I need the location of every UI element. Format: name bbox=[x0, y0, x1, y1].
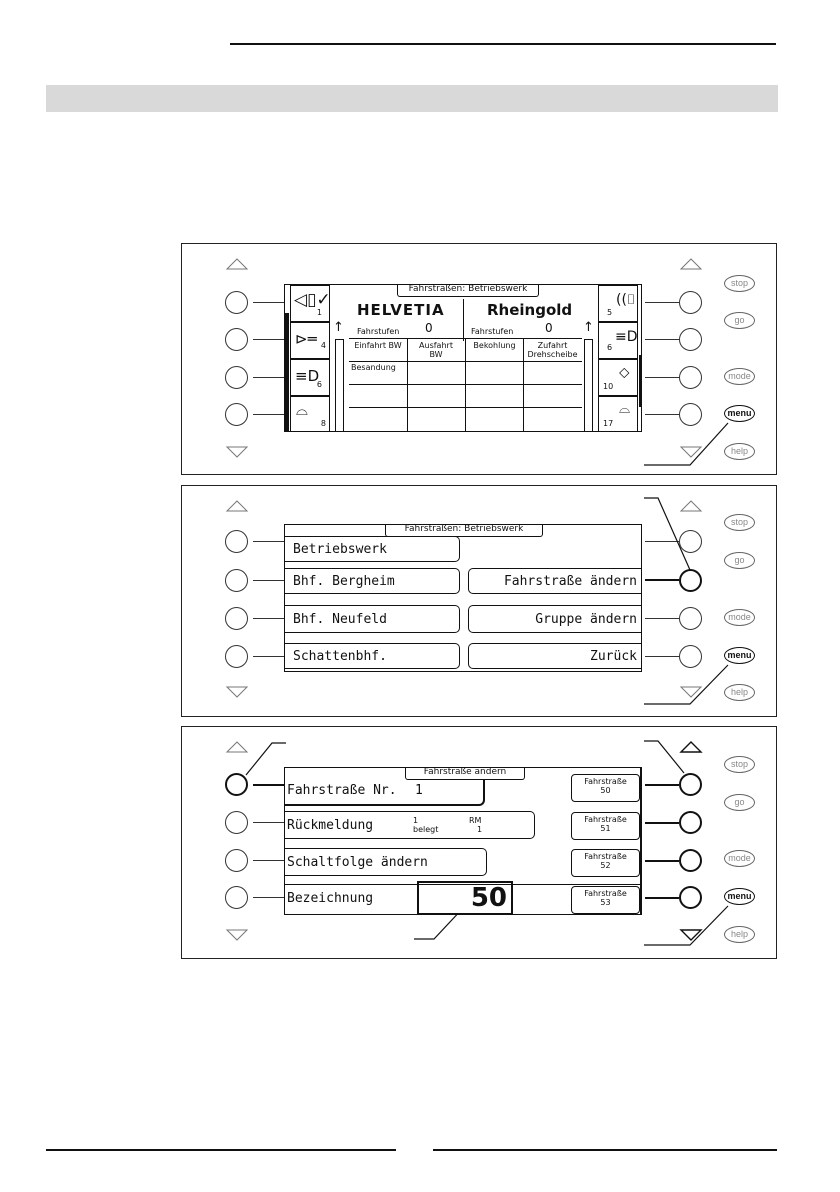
softkey-right-4-tick bbox=[645, 414, 679, 415]
softkey-right-3[interactable] bbox=[679, 849, 702, 872]
speed-bar-left bbox=[335, 339, 344, 432]
route-table bbox=[349, 338, 582, 432]
device-panel-driving bbox=[181, 243, 777, 475]
softkey-left-2-tick bbox=[253, 339, 285, 340]
table-header[interactable]: Einfahrt BW bbox=[354, 341, 402, 350]
function-key-right-1[interactable] bbox=[598, 285, 638, 322]
softkey-left-4[interactable] bbox=[225, 886, 248, 909]
speed-value-right: 0 bbox=[545, 321, 553, 335]
screen-title: Fahrstraßen: Betriebswerk bbox=[397, 284, 539, 297]
route-button-number: 53 bbox=[600, 898, 611, 907]
speed-label-right: Fahrstufen bbox=[471, 327, 514, 336]
softkey-right-2-tick bbox=[645, 822, 679, 824]
route-button-53[interactable] bbox=[571, 886, 640, 914]
route-number-value: 1 bbox=[415, 783, 423, 798]
callout-line bbox=[644, 419, 734, 469]
menu-button[interactable]: menu bbox=[724, 405, 755, 422]
route-button-number: 50 bbox=[600, 786, 611, 795]
softkey-left-1[interactable] bbox=[225, 530, 248, 553]
menu-item-bhf-neufeld[interactable]: Bhf. Neufeld bbox=[285, 605, 460, 633]
softkey-right-1-tick bbox=[645, 784, 679, 786]
speed-label-left: Fahrstufen bbox=[357, 327, 400, 336]
function-key-left-2[interactable] bbox=[290, 322, 330, 359]
table-header[interactable]: Bekohlung bbox=[473, 341, 516, 350]
route-button-label: Fahrstraße bbox=[584, 777, 627, 786]
softkey-left-1[interactable] bbox=[225, 291, 248, 314]
cab-light-icon: ⌓ bbox=[296, 401, 308, 419]
softkey-left-3[interactable] bbox=[225, 607, 248, 630]
speed-value-left: 0 bbox=[425, 321, 433, 335]
mode-button[interactable]: mode bbox=[724, 850, 755, 867]
horn-speaker-check-icon: ◁▯✓ bbox=[294, 290, 331, 310]
softkey-left-4-tick bbox=[253, 897, 285, 898]
route-button-51[interactable] bbox=[571, 812, 640, 840]
menu-item-fahrstrasse-aendern[interactable]: Fahrstraße ändern bbox=[468, 568, 642, 594]
route-button-number: 51 bbox=[600, 824, 611, 833]
route-number-field[interactable] bbox=[285, 780, 485, 806]
coupler-icon: ⬦ bbox=[619, 363, 630, 381]
function-number: 5 bbox=[607, 308, 613, 317]
softkey-right-2-tick bbox=[645, 579, 679, 581]
mode-button[interactable]: mode bbox=[724, 609, 755, 626]
softkey-right-3[interactable] bbox=[679, 607, 702, 630]
softkey-right-3-tick bbox=[645, 860, 679, 862]
help-button[interactable]: help bbox=[724, 443, 755, 460]
softkey-left-3-tick bbox=[253, 860, 285, 861]
lcd-screen bbox=[284, 284, 642, 432]
table-cell[interactable]: Besandung bbox=[351, 363, 396, 372]
name-value: 50 bbox=[470, 883, 507, 913]
softkey-left-2[interactable] bbox=[225, 569, 248, 592]
stop-button[interactable]: stop bbox=[724, 275, 755, 292]
softkey-left-1-tick bbox=[253, 784, 285, 786]
go-button[interactable]: go bbox=[724, 312, 755, 329]
feedback-label: Rückmeldung bbox=[287, 818, 374, 833]
stop-button[interactable]: stop bbox=[724, 756, 755, 773]
direction-arrow-right: ↑ bbox=[583, 320, 594, 335]
arrow-down-icon[interactable] bbox=[226, 446, 248, 458]
softkey-right-4-tick bbox=[645, 897, 679, 899]
softkey-left-1-tick bbox=[253, 541, 285, 542]
route-button-50[interactable] bbox=[571, 774, 640, 802]
function-key-right-4[interactable] bbox=[598, 396, 638, 432]
device-panel-edit bbox=[181, 726, 777, 959]
direction-arrow-left: ↑ bbox=[333, 320, 344, 335]
softkey-left-4-tick bbox=[253, 656, 285, 657]
function-key-right-2[interactable] bbox=[598, 322, 638, 359]
speaker-door-icon: ((⌷ bbox=[616, 292, 636, 308]
table-header[interactable]: Zufahrt Drehscheibe bbox=[527, 341, 578, 359]
menu-item-schattenbhf[interactable]: Schattenbhf. bbox=[285, 643, 460, 669]
callout-line bbox=[644, 737, 694, 777]
softkey-left-4[interactable] bbox=[225, 645, 248, 668]
route-button-label: Fahrstraße bbox=[584, 815, 627, 824]
lcd-screen bbox=[284, 524, 642, 672]
headlight-icon: ≡D bbox=[615, 329, 638, 345]
menu-button[interactable]: menu bbox=[724, 647, 755, 664]
softkey-left-4[interactable] bbox=[225, 403, 248, 426]
name-label: Bezeichnung bbox=[287, 891, 374, 906]
route-number-label: Fahrstraße Nr. bbox=[287, 783, 397, 798]
arrow-down-icon[interactable] bbox=[226, 686, 248, 698]
help-button[interactable]: help bbox=[724, 926, 755, 943]
softkey-right-3-tick bbox=[645, 618, 679, 619]
route-button-label: Fahrstraße bbox=[584, 889, 627, 898]
feedback-rm-value: 1 bbox=[477, 825, 483, 834]
footer-rule-left bbox=[46, 1149, 396, 1151]
arrow-up-icon[interactable] bbox=[226, 258, 248, 270]
feedback-field[interactable] bbox=[285, 811, 535, 839]
stop-button[interactable]: stop bbox=[724, 514, 755, 531]
footer-rule-right bbox=[433, 1149, 777, 1151]
table-header[interactable]: Ausfahrt BW bbox=[419, 341, 453, 359]
speed-bar-right bbox=[584, 339, 593, 432]
switch-order-field[interactable]: Schaltfolge ändern bbox=[285, 848, 487, 876]
function-key-left-4[interactable] bbox=[290, 396, 330, 432]
menu-item-gruppe-aendern[interactable]: Gruppe ändern bbox=[468, 605, 642, 633]
right-bar bbox=[639, 355, 642, 407]
arrow-down-icon[interactable] bbox=[226, 929, 248, 941]
function-key-left-3[interactable] bbox=[290, 359, 330, 396]
cab-light-icon: ⌓ bbox=[619, 401, 631, 417]
arrow-up-icon[interactable] bbox=[680, 258, 702, 270]
function-number: 10 bbox=[603, 382, 614, 391]
screen-title: Fahrstraßen: Betriebswerk bbox=[385, 524, 543, 537]
softkey-right-3-tick bbox=[645, 377, 679, 378]
go-button[interactable]: go bbox=[724, 794, 755, 811]
loco-name-left: HELVETIA bbox=[357, 301, 445, 319]
function-number: 6 bbox=[607, 343, 613, 352]
route-button-number: 52 bbox=[600, 861, 611, 870]
section-heading-bar bbox=[46, 85, 778, 112]
function-number: 6 bbox=[316, 380, 322, 389]
header-rule bbox=[230, 43, 776, 45]
softkey-left-2-tick bbox=[253, 822, 285, 823]
arrow-up-icon[interactable] bbox=[226, 500, 248, 512]
softkey-right-2-tick bbox=[645, 339, 679, 340]
callout-line bbox=[644, 494, 694, 574]
callout-line bbox=[644, 903, 734, 949]
softkey-left-3[interactable] bbox=[225, 849, 248, 872]
function-number: 4 bbox=[320, 341, 326, 350]
go-button[interactable]: go bbox=[724, 552, 755, 569]
loco-name-right: Rheingold bbox=[487, 301, 573, 319]
screen-title: Fahrstraße ändern bbox=[405, 767, 525, 780]
softkey-left-3-tick bbox=[253, 377, 285, 378]
softkey-left-2[interactable] bbox=[225, 328, 248, 351]
headlight-icon: ≡D bbox=[295, 367, 320, 385]
function-number: 17 bbox=[603, 419, 614, 428]
softkey-right-4-tick bbox=[645, 656, 679, 657]
softkey-left-3-tick bbox=[253, 618, 285, 619]
softkey-left-3[interactable] bbox=[225, 366, 248, 389]
softkey-right-2[interactable] bbox=[679, 811, 702, 834]
left-bar bbox=[285, 313, 289, 431]
route-button-52[interactable] bbox=[571, 849, 640, 877]
softkey-right-1[interactable] bbox=[679, 291, 702, 314]
softkey-left-2-tick bbox=[253, 580, 285, 581]
name-value-box[interactable] bbox=[417, 881, 513, 915]
function-key-left-1[interactable] bbox=[290, 285, 330, 322]
feedback-rm-label: RM bbox=[469, 816, 482, 825]
horn-icon: ⊳═ bbox=[295, 330, 317, 348]
function-number: 1 bbox=[316, 308, 322, 317]
scrollbar[interactable] bbox=[640, 768, 642, 915]
menu-item-zurueck[interactable]: Zurück bbox=[468, 643, 642, 669]
softkey-right-1-tick bbox=[645, 302, 679, 303]
mode-button[interactable]: mode bbox=[724, 368, 755, 385]
help-button[interactable]: help bbox=[724, 684, 755, 701]
route-button-label: Fahrstraße bbox=[584, 852, 627, 861]
feedback-number: 1 bbox=[413, 816, 419, 825]
softkey-left-2[interactable] bbox=[225, 811, 248, 834]
softkey-right-3[interactable] bbox=[679, 366, 702, 389]
function-number: 8 bbox=[320, 419, 326, 428]
lcd-screen bbox=[284, 767, 642, 915]
function-key-right-3[interactable] bbox=[598, 359, 638, 396]
feedback-state: belegt bbox=[413, 825, 439, 834]
softkey-left-4-tick bbox=[253, 414, 285, 415]
device-panel-menu bbox=[181, 485, 777, 717]
callout-line bbox=[644, 662, 734, 708]
menu-item-betriebswerk[interactable]: Betriebswerk bbox=[285, 536, 460, 562]
menu-item-bhf-bergheim[interactable]: Bhf. Bergheim bbox=[285, 568, 460, 594]
softkey-left-1-tick bbox=[253, 302, 285, 303]
menu-button[interactable]: menu bbox=[724, 888, 755, 905]
softkey-right-2[interactable] bbox=[679, 328, 702, 351]
loco-divider bbox=[463, 299, 464, 341]
